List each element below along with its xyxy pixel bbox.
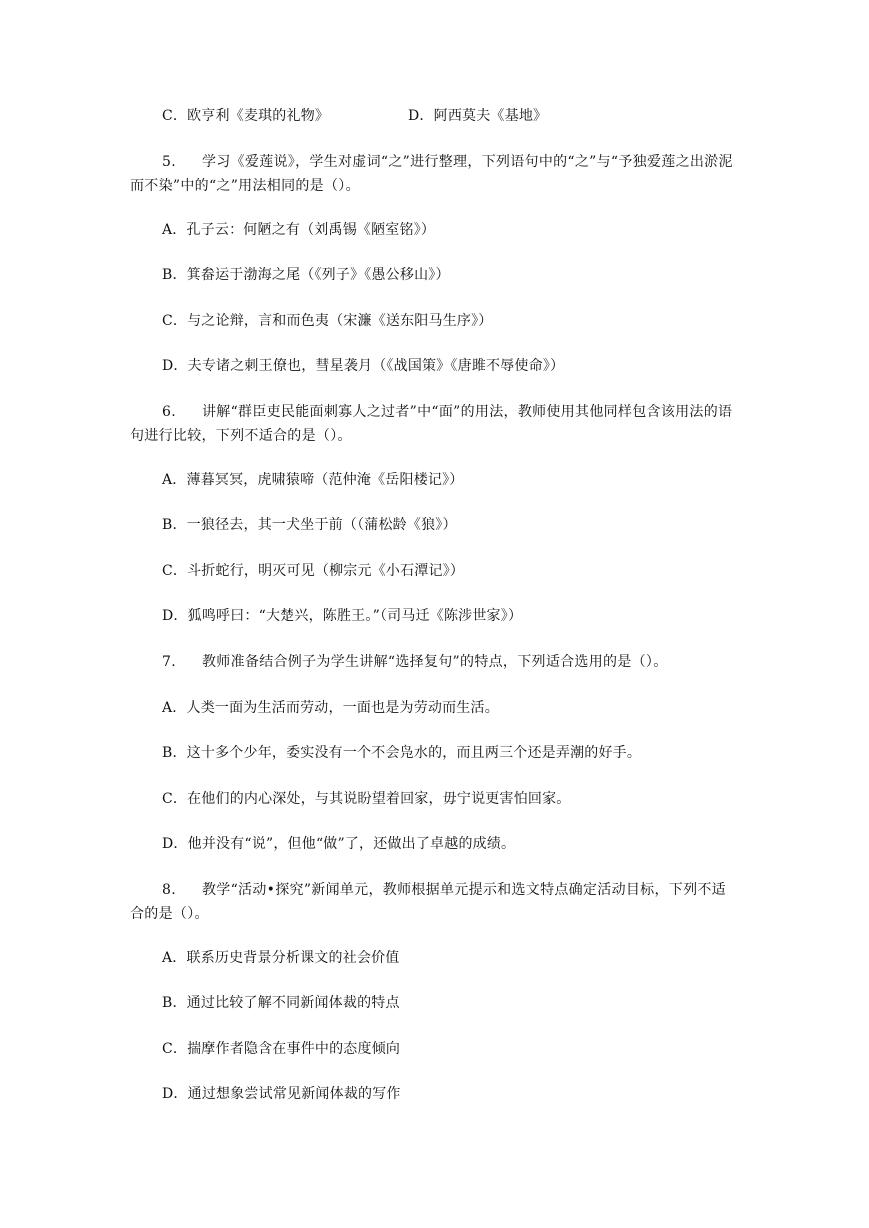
q8-option-b: B．通过比较了解不同新闻体裁的特点 [162, 995, 400, 1011]
q8-stem [130, 878, 740, 926]
q6-stem [130, 400, 740, 448]
q4-option-d: D．阿西莫夫《基地》 [408, 108, 548, 124]
q5-option-b: B．箕畚运于渤海之尾（《列子》《愚公移山》） [162, 267, 450, 283]
q5-number: 5. [162, 154, 176, 170]
q8-option-d: D．通过想象尝试常见新闻体裁的写作 [162, 1086, 401, 1102]
q6-stem-text: 讲解“群臣吏民能面刺寡人之过者”中“面”的用法，教师使用其他同样包含该用法的语句进行比较，下列不适合的是（）。 [130, 404, 733, 444]
q5-stem [130, 150, 740, 198]
q8-option-c: C．揣摩作者隐含在事件中的态度倾向 [162, 1041, 401, 1057]
q6-option-d: D．狐鸣呼曰：“大楚兴，陈胜王。”（司马迁《陈涉世家》） [162, 608, 523, 624]
q5-option-a: A．孔子云：何陋之有（刘禹锡《陋室铭》） [162, 222, 436, 238]
q7-option-c: C．在他们的内心深处，与其说盼望着回家，毋宁说更害怕回家。 [162, 791, 571, 807]
q5-option-d: D．夫专诸之刺王僚也，彗星袭月（《战国策》《唐雎不辱使命》） [162, 358, 565, 374]
q6-option-b: B．一狼径去，其一犬坐于前（（蒲松龄《狼》） [162, 517, 457, 533]
q6-option-a: A．薄暮冥冥，虎啸猿啼（范仲淹《岳阳楼记》） [162, 472, 464, 488]
q6-number: 6. [162, 404, 176, 420]
q5-option-c: C．与之论辩，言和而色夷（宋濂《送东阳马生序》） [162, 313, 493, 329]
q7-stem [130, 650, 740, 674]
q8-stem-text: 教学“活动•探究”新闻单元，教师根据单元提示和选文特点确定活动目标，下列不适合的是（）。 [130, 882, 726, 922]
q5-stem-text: 学习《爱莲说》，学生对虚词“之”进行整理，下列语句中的“之”与“予独爱莲之出淤泥而不染”中的“之”用法相同的是（）。 [130, 154, 733, 194]
q7-option-a: A．人类一面为生活而劳动，一面也是为劳动而生活。 [162, 700, 499, 716]
q8-number: 8. [162, 882, 176, 898]
q6-option-c: C．斗折蛇行，明灭可见（柳宗元《小石潭记》） [162, 563, 465, 579]
q4-option-c: C．欧亨利《麦琪的礼物》 [162, 108, 330, 124]
q7-option-b: B．这十多个少年，委实没有一个不会凫水的，而且两三个还是弄潮的好手。 [162, 745, 642, 761]
q7-option-d: D．他并没有“说”，但他“做”了，还做出了卓越的成绩。 [162, 836, 516, 852]
q7-number: 7. [162, 654, 176, 670]
q7-stem-text: 教师准备结合例子为学生讲解“选择复句”的特点，下列适合选用的是（）。 [202, 654, 668, 670]
q8-option-a: A．联系历史背景分析课文的社会价值 [162, 950, 400, 966]
